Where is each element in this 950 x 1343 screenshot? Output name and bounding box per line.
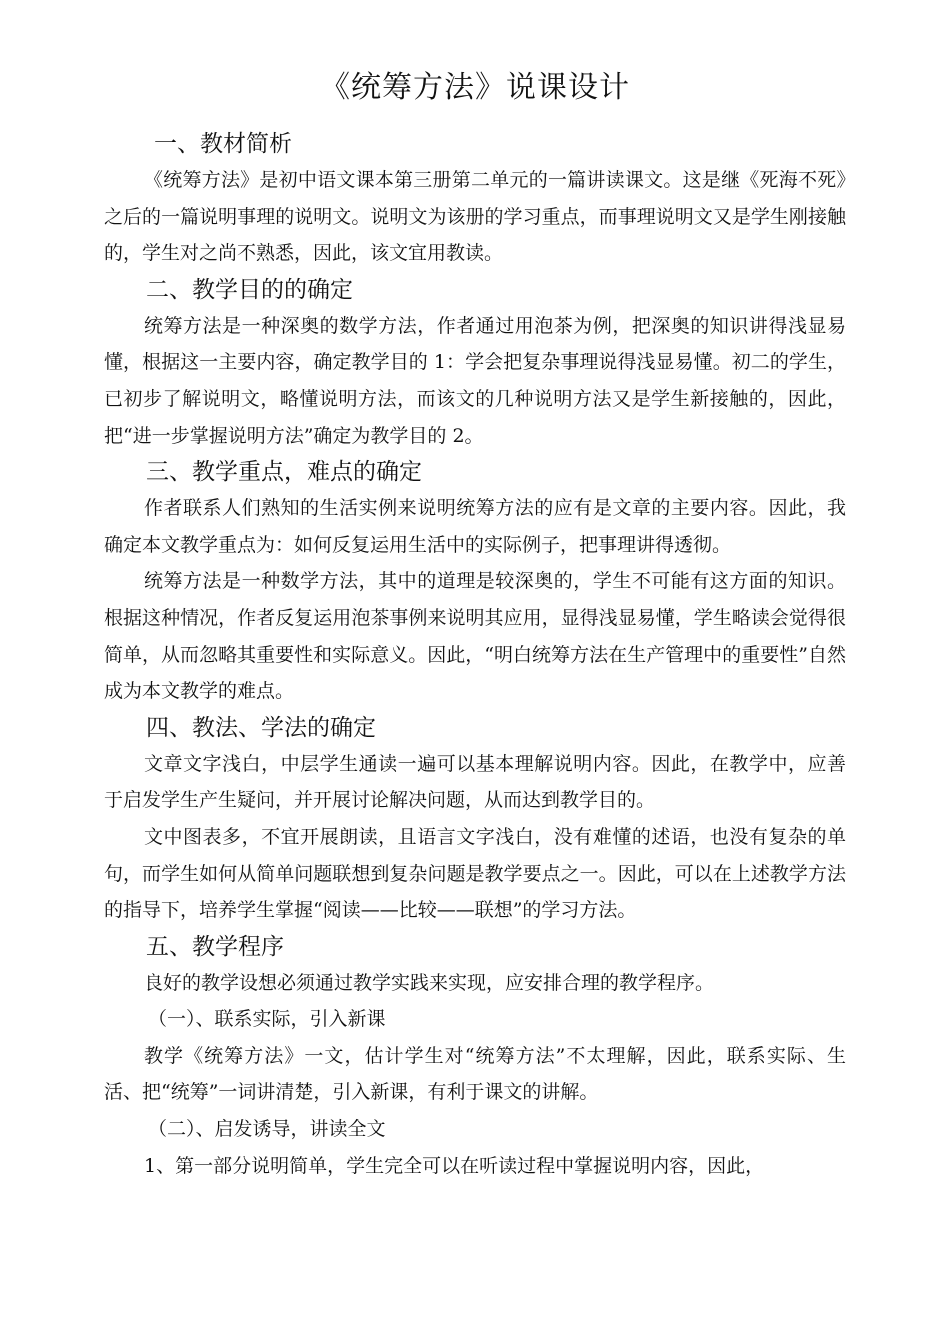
subsection-heading-1: （一）、联系实际，引入新课 <box>148 1008 386 1031</box>
section-4-paragraph-1: 文章文字浅白，中层学生通读一遍可以基本理解说明内容。因此，在教学中，应善于启发学生产生疑问，并开展讨论解决问题，从而达到教学目的。 <box>104 752 846 812</box>
section-heading-4: 四、教法、学法的确定 <box>146 714 376 741</box>
section-4-paragraph-2: 文中图表多，不宜开展朗读，且语言文字浅白，没有难懂的述语，也没有复杂的单句，而学生如何从简单问题联想到复杂问题是教学要点之一。因此，可以在上述教学方法的指导下，培养学生掌握“阅读——比较——联想”的学习方法。 <box>104 825 846 922</box>
section-1-paragraph-1: 《统筹方法》是初中语文课本第三册第二单元的一篇讲读课文。这是继《死海不死》之后的一篇说明事理的说明文。说明文为该册的学习重点，而事理说明文又是学生刚接触的，学生对之尚不熟悉，因此，该文宜用教读。 <box>104 169 846 265</box>
section-3-paragraph-2: 统筹方法是一种数学方法，其中的道理是较深奥的，学生不可能有这方面的知识。根据这种情况，作者反复运用泡茶事例来说明其应用，显得浅显易懂，学生略读会觉得很简单，从而忽略其重要性和实际意义。因此，“明白统筹方法在生产管理中的重要性”自然成为本文教学的难点。 <box>104 570 846 703</box>
subsection-heading-2: （二）、启发诱导，讲读全文 <box>148 1118 386 1141</box>
section-heading-5: 五、教学程序 <box>146 933 284 960</box>
section-2-paragraph-1: 统筹方法是一种深奥的数学方法，作者通过用泡茶为例，把深奥的知识讲得浅显易懂，根据这一主要内容，确定教学目的 1：学会把复杂事理说得浅显易懂。初二的学生，已初步了解说明文，略懂说明方法，而该文的几种说明方法又是学生新接触的，因此，把“进一步掌握说明方法”确定为教学目的 2。 <box>104 314 846 447</box>
document-body <box>104 126 846 1184</box>
section-heading-2: 二、教学目的的确定 <box>146 276 353 303</box>
section-heading-1: 一、教材简析 <box>154 131 292 157</box>
section-5-intro: 良好的教学设想必须通过教学实践来实现，应安排合理的教学程序。 <box>144 971 715 994</box>
section-heading-3: 三、教学重点，难点的确定 <box>146 459 422 486</box>
subsection-2-paragraph: 1、第一部分说明简单，学生完全可以在听读过程中掌握说明内容，因此， <box>144 1154 765 1177</box>
document-title: 《统筹方法》说课设计 <box>320 70 630 105</box>
section-3-paragraph-1: 作者联系人们熟知的生活实例来说明统筹方法的应有是文章的主要内容。因此，我确定本文教学重点为：如何反复运用生活中的实际例子，把事理讲得透彻。 <box>104 497 846 556</box>
subsection-1-paragraph: 教学《统筹方法》一文，估计学生对“统筹方法”不太理解，因此，联系实际、生活、把“统筹”一词讲清楚，引入新课，有利于课文的讲解。 <box>104 1044 846 1104</box>
